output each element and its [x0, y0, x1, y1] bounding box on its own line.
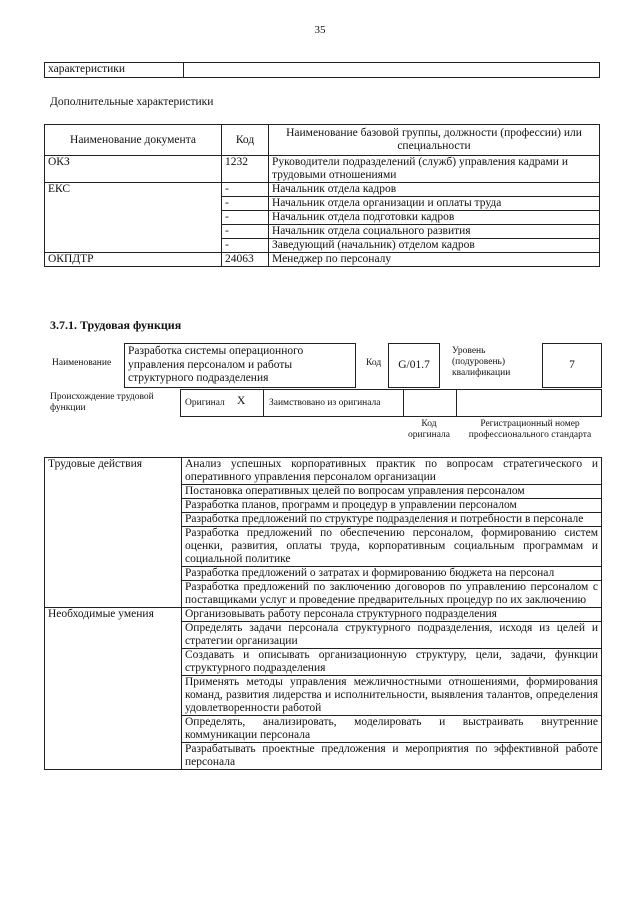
additional-table [44, 124, 600, 267]
labor-actions-label: Трудовые действия [45, 458, 182, 608]
table-row [45, 253, 600, 267]
name-cell: Руководители подразделений (служб) управления кадрами и трудовыми отношениями [269, 156, 600, 183]
original-label: Оригинал [185, 398, 225, 408]
name-label: Наименование [52, 358, 112, 368]
skill-item: Создавать и описывать организационную структуру, цели, задачи, функции структурного подразделения [182, 649, 602, 676]
code-cell: - [222, 239, 269, 253]
labor-action-item: Анализ успешных корпоративных практик по вопросам стратегического и оперативного управления персоналом организации [182, 458, 602, 485]
origin-divider [456, 390, 457, 416]
page-number: 35 [314, 24, 326, 36]
origin-divider [403, 390, 404, 416]
level-label: Уровень (подуровень) квалификации [452, 346, 511, 378]
top-table [44, 62, 600, 78]
skill-item: Определять задачи персонала структурного подразделения, исходя из целей и стратегии организации [182, 622, 602, 649]
name-cell: Начальник отдела социального развития [269, 225, 600, 239]
level-box: 7 [542, 343, 602, 388]
code-cell: - [222, 211, 269, 225]
col-header-name: Наименование базовой группы, должности (профессии) или специальности [269, 125, 600, 156]
name-cell: Начальник отдела кадров [269, 183, 600, 197]
code-box: G/01.7 [388, 343, 440, 388]
function-name-box: Разработка системы операционного управления персоналом и работы структурного подразделения [124, 343, 356, 388]
labor-action-item: Разработка предложений по обеспечению персоналом, формированию систем оценки, развития, оплаты труда, корпоративным социальным программам и социальной политике [182, 527, 602, 567]
top-table-label: характеристики [45, 63, 184, 78]
labor-action-item: Разработка предложений по структуре подразделения и потребности в персонале [182, 513, 602, 527]
code-cell: 1232 [222, 156, 269, 183]
table-row [45, 458, 602, 485]
labor-function-table [44, 457, 602, 770]
table-header-row [45, 125, 600, 156]
labor-action-item: Разработка планов, программ и процедур в управлении персоналом [182, 499, 602, 513]
col-header-document: Наименование документа [45, 125, 222, 156]
origin-label: Происхождение трудовой функции [50, 392, 154, 413]
additional-heading: Дополнительные характеристики [50, 96, 214, 108]
origin-box [180, 389, 602, 417]
origin-divider [263, 390, 264, 416]
table-row [45, 156, 600, 183]
skill-item: Разрабатывать проектные предложения и мероприятия по эффективной работе персонала [182, 743, 602, 770]
code-cell: - [222, 225, 269, 239]
top-table-value [184, 63, 600, 78]
doc-cell: ЕКС [45, 183, 222, 253]
original-code-caption: Код оригинала [408, 419, 450, 440]
labor-action-item: Постановка оперативных целей по вопросам управления персоналом [182, 485, 602, 499]
table-row [45, 183, 600, 197]
reg-number-caption: Регистрационный номер профессионального стандарта [468, 419, 592, 440]
skill-item: Организовывать работу персонала структурного подразделения [182, 608, 602, 622]
section-title: 3.7.1. Трудовая функция [50, 318, 182, 332]
doc-cell: ОКПДТР [45, 253, 222, 267]
code-cell: 24063 [222, 253, 269, 267]
borrowed-label: Заимствовано из оригинала [269, 398, 381, 408]
table-row [45, 608, 602, 622]
skill-item: Применять методы управления межличностными отношениями, формирования команд, развития лидерства и исполнительности, выявления талантов, определения удовлетворенности работой [182, 676, 602, 716]
skills-label: Необходимые умения [45, 608, 182, 770]
labor-action-item: Разработка предложений о затратах и формированию бюджета на персонал [182, 567, 602, 581]
code-cell: - [222, 183, 269, 197]
code-cell: - [222, 197, 269, 211]
name-cell: Начальник отдела организации и оплаты труда [269, 197, 600, 211]
name-cell: Менеджер по персоналу [269, 253, 600, 267]
original-mark: X [237, 395, 246, 407]
skill-item: Определять, анализировать, моделировать и выстраивать внутренние коммуникации персонала [182, 716, 602, 743]
code-label: Код [366, 358, 382, 368]
labor-action-item: Разработка предложений по заключению договоров по управлению персоналом с поставщиками услуг и проведение предварительных процедур по их заключению [182, 581, 602, 608]
name-cell: Заведующий (начальник) отделом кадров [269, 239, 600, 253]
name-cell: Начальник отдела подготовки кадров [269, 211, 600, 225]
col-header-code: Код [222, 125, 269, 156]
doc-cell: ОКЗ [45, 156, 222, 183]
